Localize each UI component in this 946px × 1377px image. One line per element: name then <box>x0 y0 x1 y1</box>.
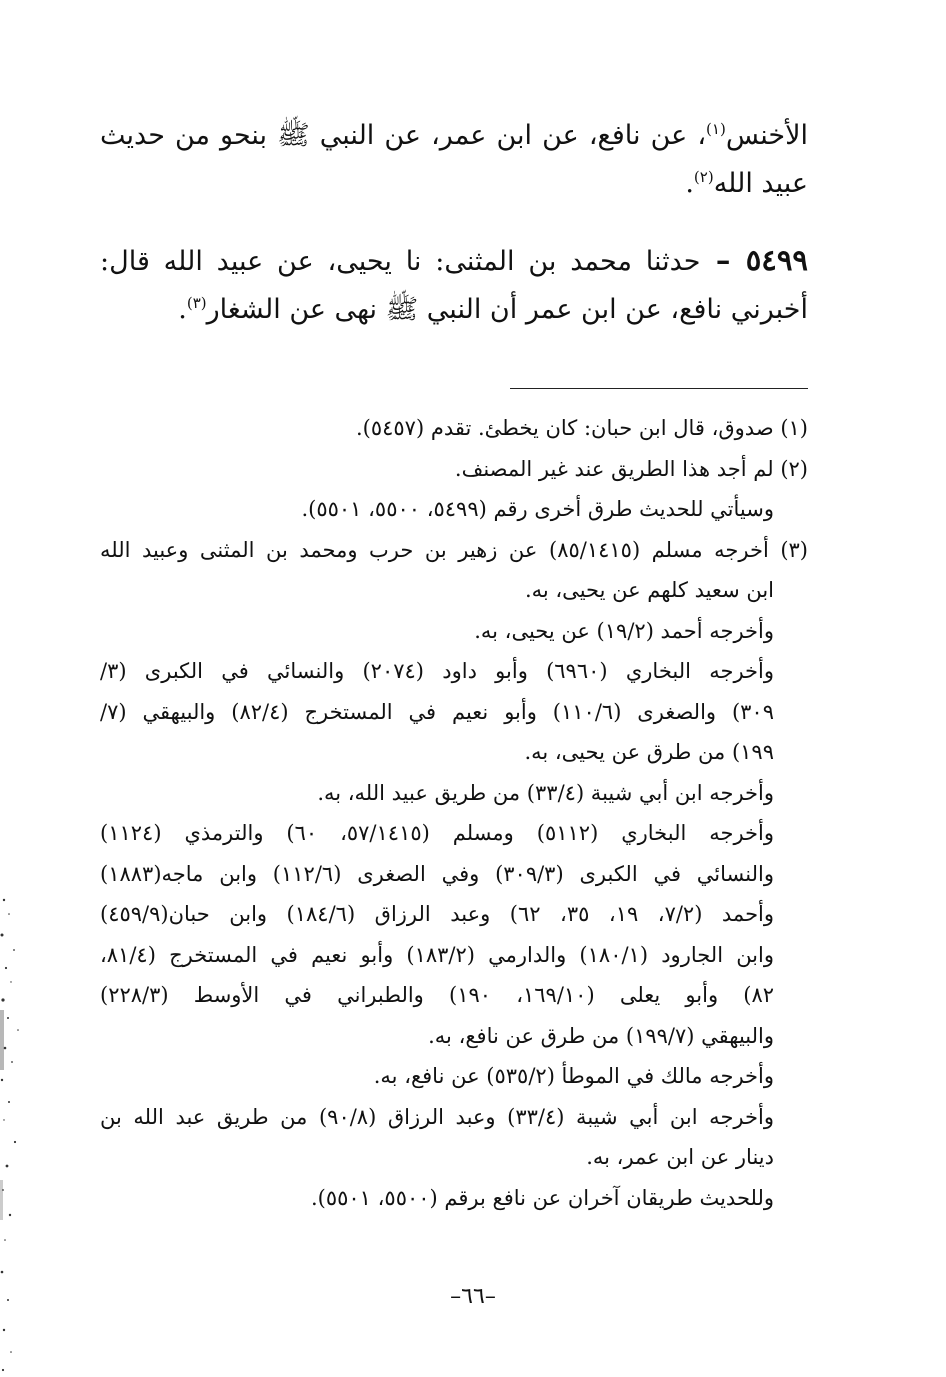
footnote-line: والبيهقي (١٩٩/٧) من طرق عن نافع، به. <box>428 1023 774 1048</box>
footnote-1 <box>100 408 808 449</box>
footnote-line: ٨٢) وأبو يعلى (١٦٩/١٠، ١٩٠) والطبراني في الأوسط (٢٢٨/٣) <box>100 983 775 1007</box>
scan-edge-noise <box>0 880 36 1377</box>
hadith-text: حدثنا محمد بن المثنى: نا يحيى، عن عبيد الله قال: أخبرني نافع، عن ابن عمر أن النبي ﷺ نهى عن الشغار <box>100 246 808 325</box>
footnote-line: وأخرجه البخاري (٦٩٦٠) وأبو داود (٢٠٧٤) والنسائي في الكبرى (٣/ <box>100 659 774 683</box>
footnote-line: وأخرجه ابن أبي شيبة (٣٣/٤) وعبد الرزاق (٩٠/٨) من طريق عبد الله بن <box>100 1104 774 1129</box>
footnote-line: وأخرجه أحمد (١٩/٢) عن يحيى، به. <box>474 618 774 643</box>
hadith-dash: – <box>700 243 746 277</box>
footnote-line: (٢) لم أجد هذا الطريق عند غير المصنف. <box>454 456 808 481</box>
text: . <box>685 168 694 199</box>
footnote-2 <box>100 449 808 530</box>
footnote-line: ابن سعيد كلهم عن يحيى، به. <box>524 578 774 602</box>
footnote-ref-3[interactable]: (٣) <box>186 294 207 312</box>
footnote-line: وابن الجارود (١٨٠/١) والدارمي (١٨٣/٢) وأبو نعيم في المستخرج (٨١/٤، <box>100 942 775 967</box>
footnote-line: (١) صدوق، قال ابن حبان: كان يخطئ. تقدم (٥٤٥٧). <box>355 416 808 440</box>
footnote-ref-1[interactable]: (١) <box>706 120 726 138</box>
text: الأخنس <box>725 120 808 151</box>
hadith-paragraph <box>100 236 808 334</box>
footnote-line: وأخرجه مالك في الموطأ (٥٣٥/٢) عن نافع، به. <box>373 1064 774 1088</box>
footnote-line: والنسائي في الكبرى (٣٠٩/٣) وفي الصغرى (١١٢/٦) وابن ماجه(١٨٨٣) <box>100 861 774 886</box>
paragraph-continuation <box>100 112 808 208</box>
hadith-number: ٥٤٩٩ <box>745 243 809 277</box>
text: ، عن نافع، عن ابن عمر، عن النبي ﷺ بنحو من حديث عبيد الله <box>100 120 808 199</box>
footnote-ref-2[interactable]: (٢) <box>693 168 714 186</box>
footnote-line: وأخرجه ابن أبي شيبة (٣٣/٤) من طريق عبيد الله، به. <box>317 780 774 805</box>
footnote-line: وسيأتي للحديث طرق أخرى رقم (٥٤٩٩، ٥٥٠٠، ٥٥٠١). <box>301 497 774 521</box>
footnote-divider <box>510 388 808 389</box>
main-text <box>100 112 808 334</box>
footnote-line: ١٩٩) من طرق عن يحيى، به. <box>524 740 774 764</box>
footnote-line: دينار عن ابن عمر، به. <box>586 1145 774 1169</box>
footnote-line: وأحمد (٧/٢، ١٩، ٣٥، ٦٢) وعبد الرزاق (١٨٤/٦) وابن حبان(٤٥٩/٩) <box>100 902 775 926</box>
page-number: –٦٦– <box>450 1284 496 1309</box>
footnote-line: (٣) أخرجه مسلم (٨٥/١٤١٥) عن زهير بن حرب ومحمد بن المثنى وعبيد الله <box>100 537 808 562</box>
text: . <box>178 294 187 325</box>
footnote-line: وأخرجه البخاري (٥١١٢) ومسلم (٥٧/١٤١٥، ٦٠) والترمذي (١١٢٤) <box>100 821 775 845</box>
footnote-3 <box>100 530 808 1219</box>
footnotes <box>100 408 808 1218</box>
footnote-line: ٣٠٩) والصغرى (١١٠/٦) وأبو نعيم في المستخرج (٨٢/٤) والبيهقي (٧/ <box>100 699 774 724</box>
footnote-line: وللحديث طريقان آخران عن نافع برقم (٥٥٠٠، ٥٥٠١). <box>310 1185 774 1210</box>
